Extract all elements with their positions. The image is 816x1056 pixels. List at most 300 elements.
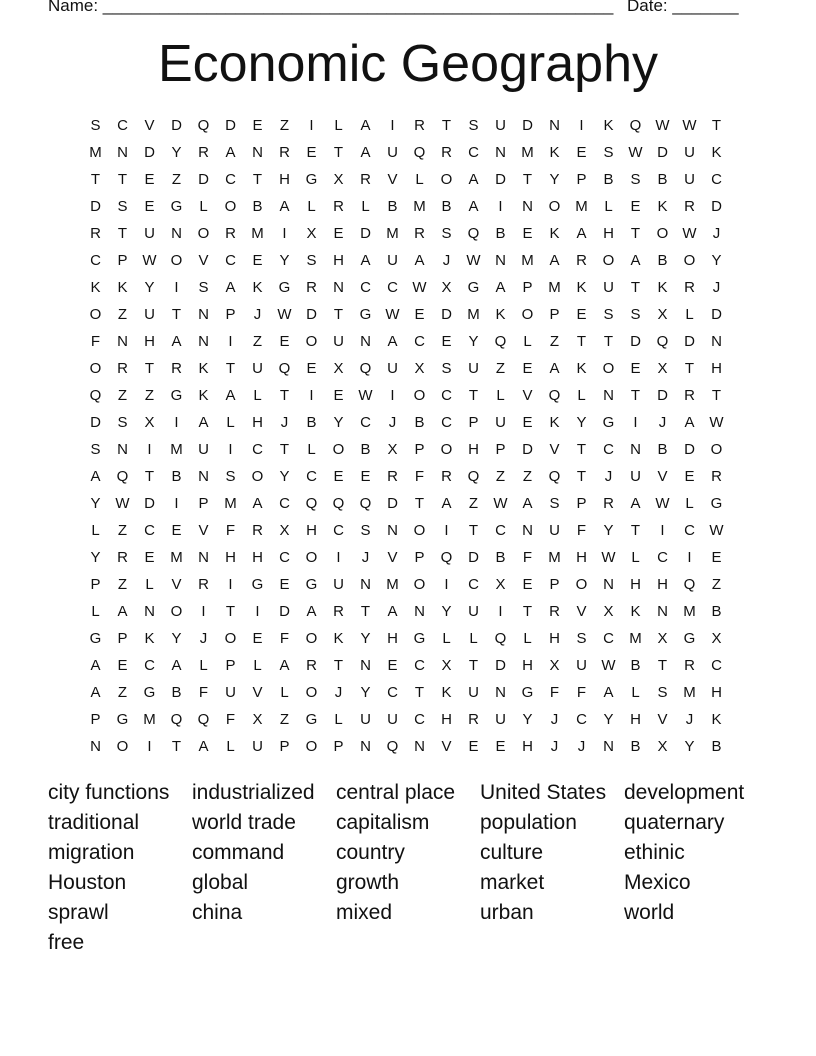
grid-letter[interactable]: G (305, 171, 318, 188)
grid-letter[interactable]: L (226, 414, 235, 431)
grid-letter[interactable]: C (468, 576, 479, 593)
grid-letter[interactable]: D (198, 171, 209, 188)
grid-letter[interactable]: L (307, 441, 316, 458)
grid-letter[interactable]: R (576, 252, 587, 269)
grid-letter[interactable]: C (117, 117, 128, 134)
grid-letter[interactable]: P (279, 738, 290, 755)
grid-letter[interactable]: V (657, 468, 668, 485)
grid-letter[interactable]: S (576, 630, 587, 647)
grid-letter[interactable]: M (629, 630, 642, 647)
grid-letter[interactable]: A (522, 495, 533, 512)
grid-letter[interactable]: I (390, 387, 395, 404)
grid-letter[interactable]: F (90, 333, 101, 350)
grid-letter[interactable]: T (252, 171, 263, 188)
grid-letter[interactable]: B (360, 441, 371, 458)
grid-letter[interactable]: L (523, 333, 532, 350)
grid-letter[interactable]: Y (441, 603, 452, 620)
grid-letter[interactable]: B (657, 171, 668, 188)
grid-letter[interactable]: N (171, 225, 182, 242)
grid-letter[interactable]: L (361, 198, 370, 215)
grid-letter[interactable]: D (441, 306, 452, 323)
grid-letter[interactable]: I (282, 225, 287, 242)
grid-letter[interactable]: T (360, 603, 371, 620)
grid-letter[interactable]: W (115, 495, 130, 512)
grid-letter[interactable]: X (495, 576, 506, 593)
grid-letter[interactable]: H (576, 549, 587, 566)
grid-letter[interactable]: M (683, 603, 696, 620)
grid-letter[interactable]: B (657, 252, 668, 269)
grid-letter[interactable]: L (145, 576, 154, 593)
grid-letter[interactable]: D (522, 117, 533, 134)
grid-letter[interactable]: D (657, 387, 668, 404)
grid-letter[interactable]: A (441, 495, 452, 512)
grid-letter[interactable]: E (414, 306, 425, 323)
grid-letter[interactable]: I (174, 414, 179, 431)
grid-letter[interactable]: H (630, 576, 641, 593)
grid-letter[interactable]: P (90, 711, 101, 728)
grid-letter[interactable]: C (441, 414, 452, 431)
grid-letter[interactable]: R (198, 576, 209, 593)
grid-letter[interactable]: U (549, 522, 560, 539)
grid-letter[interactable]: Z (117, 522, 128, 539)
grid-letter[interactable]: G (305, 711, 318, 728)
grid-letter[interactable]: L (685, 306, 694, 323)
grid-letter[interactable]: Z (144, 387, 155, 404)
grid-letter[interactable]: N (144, 603, 155, 620)
grid-letter[interactable]: W (709, 522, 724, 539)
grid-letter[interactable]: Q (494, 333, 507, 350)
grid-letter[interactable]: A (90, 657, 101, 674)
grid-letter[interactable]: X (252, 711, 263, 728)
grid-letter[interactable]: U (144, 225, 155, 242)
grid-letter[interactable]: C (684, 522, 695, 539)
grid-letter[interactable]: X (441, 657, 452, 674)
grid-letter[interactable]: C (225, 171, 236, 188)
grid-letter[interactable]: V (144, 117, 155, 134)
grid-letter[interactable]: G (710, 495, 723, 512)
grid-letter[interactable]: E (522, 414, 533, 431)
grid-letter[interactable]: I (336, 549, 341, 566)
grid-letter[interactable]: L (334, 711, 343, 728)
grid-letter[interactable]: U (387, 360, 398, 377)
grid-letter[interactable]: N (495, 684, 506, 701)
grid-letter[interactable]: V (657, 711, 668, 728)
grid-letter[interactable]: E (387, 657, 398, 674)
grid-letter[interactable]: J (361, 549, 370, 566)
grid-letter[interactable]: O (440, 441, 453, 458)
grid-letter[interactable]: N (198, 333, 209, 350)
grid-letter[interactable]: F (225, 711, 236, 728)
grid-letter[interactable]: W (628, 144, 643, 161)
grid-letter[interactable]: N (522, 198, 533, 215)
grid-letter[interactable]: L (631, 549, 640, 566)
grid-letter[interactable]: D (90, 198, 101, 215)
grid-letter[interactable]: L (280, 684, 289, 701)
grid-letter[interactable]: C (414, 657, 425, 674)
grid-letter[interactable]: D (387, 495, 398, 512)
grid-letter[interactable]: X (441, 279, 452, 296)
grid-letter[interactable]: V (387, 549, 398, 566)
grid-letter[interactable]: W (493, 495, 508, 512)
grid-letter[interactable]: S (630, 306, 641, 323)
grid-letter[interactable]: O (332, 441, 345, 458)
grid-letter[interactable]: O (440, 171, 453, 188)
grid-letter[interactable]: S (90, 117, 101, 134)
grid-letter[interactable]: K (198, 360, 209, 377)
grid-letter[interactable]: O (548, 198, 561, 215)
grid-letter[interactable]: N (360, 576, 371, 593)
grid-letter[interactable]: M (575, 198, 588, 215)
grid-letter[interactable]: C (90, 252, 101, 269)
grid-letter[interactable]: X (603, 603, 614, 620)
grid-letter[interactable]: T (711, 387, 722, 404)
grid-letter[interactable]: A (279, 657, 290, 674)
grid-letter[interactable]: P (576, 495, 587, 512)
grid-letter[interactable]: K (252, 279, 263, 296)
grid-letter[interactable]: U (225, 684, 236, 701)
grid-letter[interactable]: O (305, 738, 318, 755)
grid-letter[interactable]: J (658, 414, 667, 431)
grid-letter[interactable]: I (228, 576, 233, 593)
grid-letter[interactable]: S (360, 522, 371, 539)
grid-letter[interactable]: U (603, 279, 614, 296)
grid-letter[interactable]: A (630, 495, 641, 512)
grid-letter[interactable]: Z (117, 387, 128, 404)
grid-letter[interactable]: T (279, 441, 290, 458)
grid-letter[interactable]: L (199, 198, 208, 215)
grid-letter[interactable]: X (144, 414, 155, 431)
grid-letter[interactable]: X (414, 360, 425, 377)
grid-letter[interactable]: F (225, 522, 236, 539)
grid-letter[interactable]: Y (279, 252, 290, 269)
grid-letter[interactable]: K (441, 684, 452, 701)
grid-letter[interactable]: U (387, 711, 398, 728)
grid-letter[interactable]: C (387, 279, 398, 296)
grid-letter[interactable]: O (305, 684, 318, 701)
grid-letter[interactable]: C (144, 522, 155, 539)
grid-letter[interactable]: L (91, 522, 100, 539)
grid-letter[interactable]: R (225, 225, 236, 242)
grid-letter[interactable]: Z (252, 333, 263, 350)
grid-letter[interactable]: T (441, 117, 452, 134)
grid-letter[interactable]: T (144, 468, 155, 485)
grid-letter[interactable]: M (89, 144, 102, 161)
grid-letter[interactable]: U (360, 711, 371, 728)
grid-letter[interactable]: V (252, 684, 263, 701)
grid-letter[interactable]: Z (711, 576, 722, 593)
grid-letter[interactable]: S (198, 279, 209, 296)
grid-letter[interactable]: N (387, 522, 398, 539)
grid-letter[interactable]: E (495, 738, 506, 755)
grid-letter[interactable]: W (358, 387, 373, 404)
grid-letter[interactable]: L (577, 387, 586, 404)
grid-letter[interactable]: Z (495, 468, 506, 485)
grid-letter[interactable]: O (89, 360, 102, 377)
grid-letter[interactable]: P (90, 576, 101, 593)
grid-letter[interactable]: Q (359, 495, 372, 512)
grid-letter[interactable]: L (496, 387, 505, 404)
grid-letter[interactable]: D (657, 144, 668, 161)
grid-letter[interactable]: V (171, 576, 182, 593)
grid-letter[interactable]: C (603, 630, 614, 647)
grid-letter[interactable]: J (442, 252, 451, 269)
grid-letter[interactable]: X (279, 522, 290, 539)
grid-letter[interactable]: Y (603, 711, 614, 728)
grid-letter[interactable]: Y (360, 630, 371, 647)
grid-letter[interactable]: M (467, 306, 480, 323)
grid-letter[interactable]: G (467, 279, 480, 296)
grid-letter[interactable]: R (441, 144, 452, 161)
grid-letter[interactable]: I (498, 198, 503, 215)
grid-letter[interactable]: N (414, 738, 425, 755)
grid-letter[interactable]: O (170, 603, 183, 620)
grid-letter[interactable]: B (495, 225, 506, 242)
grid-letter[interactable]: B (306, 414, 317, 431)
grid-letter[interactable]: J (550, 711, 559, 728)
grid-letter[interactable]: J (199, 630, 208, 647)
grid-letter[interactable]: Q (683, 576, 696, 593)
grid-letter[interactable]: Q (197, 711, 210, 728)
grid-letter[interactable]: C (576, 711, 587, 728)
grid-letter[interactable]: R (171, 360, 182, 377)
grid-letter[interactable]: H (657, 576, 668, 593)
grid-letter[interactable]: N (198, 468, 209, 485)
grid-letter[interactable]: T (225, 360, 236, 377)
grid-letter[interactable]: K (90, 279, 101, 296)
grid-letter[interactable]: P (117, 630, 128, 647)
grid-letter[interactable]: I (390, 117, 395, 134)
grid-letter[interactable]: E (333, 468, 344, 485)
grid-letter[interactable]: M (251, 225, 264, 242)
grid-letter[interactable]: U (684, 171, 695, 188)
grid-letter[interactable]: T (414, 684, 425, 701)
grid-letter[interactable]: O (197, 225, 210, 242)
grid-letter[interactable]: O (224, 198, 237, 215)
grid-letter[interactable]: K (657, 279, 668, 296)
grid-letter[interactable]: A (468, 198, 479, 215)
grid-letter[interactable]: V (522, 387, 533, 404)
grid-letter[interactable]: P (225, 657, 236, 674)
grid-letter[interactable]: R (414, 225, 425, 242)
grid-letter[interactable]: W (142, 252, 157, 269)
grid-letter[interactable]: P (522, 279, 533, 296)
grid-letter[interactable]: N (522, 522, 533, 539)
grid-letter[interactable]: K (549, 414, 560, 431)
grid-letter[interactable]: Q (467, 225, 480, 242)
grid-letter[interactable]: V (441, 738, 452, 755)
grid-letter[interactable]: A (387, 333, 398, 350)
grid-letter[interactable]: A (90, 684, 101, 701)
grid-letter[interactable]: Y (603, 522, 614, 539)
grid-letter[interactable]: K (495, 306, 506, 323)
grid-letter[interactable]: U (387, 252, 398, 269)
grid-letter[interactable]: Z (117, 576, 128, 593)
grid-letter[interactable]: R (117, 549, 128, 566)
grid-letter[interactable]: J (577, 738, 586, 755)
grid-letter[interactable]: Q (386, 738, 399, 755)
grid-letter[interactable]: L (334, 117, 343, 134)
grid-letter[interactable]: L (469, 630, 478, 647)
grid-letter[interactable]: Q (305, 495, 318, 512)
grid-letter[interactable]: P (117, 252, 128, 269)
grid-letter[interactable]: Q (413, 144, 426, 161)
grid-letter[interactable]: G (359, 306, 372, 323)
grid-letter[interactable]: E (684, 468, 695, 485)
grid-letter[interactable]: T (630, 387, 641, 404)
grid-letter[interactable]: N (657, 603, 668, 620)
grid-letter[interactable]: R (684, 387, 695, 404)
grid-letter[interactable]: B (171, 468, 182, 485)
grid-letter[interactable]: L (199, 657, 208, 674)
grid-letter[interactable]: H (711, 684, 722, 701)
grid-letter[interactable]: K (657, 198, 668, 215)
grid-letter[interactable]: P (414, 549, 425, 566)
grid-letter[interactable]: E (279, 576, 290, 593)
grid-letter[interactable]: E (306, 144, 317, 161)
grid-letter[interactable]: J (388, 414, 397, 431)
grid-letter[interactable]: Z (171, 171, 182, 188)
grid-letter[interactable]: H (225, 549, 236, 566)
grid-letter[interactable]: T (522, 603, 533, 620)
grid-letter[interactable]: R (711, 468, 722, 485)
grid-letter[interactable]: I (228, 441, 233, 458)
grid-letter[interactable]: N (90, 738, 101, 755)
grid-letter[interactable]: K (711, 144, 722, 161)
grid-letter[interactable]: K (576, 279, 587, 296)
grid-letter[interactable]: O (251, 468, 264, 485)
grid-letter[interactable]: I (255, 603, 260, 620)
grid-letter[interactable]: W (601, 549, 616, 566)
grid-letter[interactable]: Y (360, 684, 371, 701)
grid-letter[interactable]: W (412, 279, 427, 296)
grid-letter[interactable]: R (198, 144, 209, 161)
grid-letter[interactable]: J (550, 738, 559, 755)
grid-letter[interactable]: R (414, 117, 425, 134)
grid-letter[interactable]: T (657, 657, 668, 674)
grid-letter[interactable]: T (576, 333, 587, 350)
grid-letter[interactable]: A (252, 495, 263, 512)
grid-letter[interactable]: Q (278, 360, 291, 377)
grid-letter[interactable]: E (171, 522, 182, 539)
grid-letter[interactable]: F (576, 522, 587, 539)
grid-letter[interactable]: Y (171, 144, 182, 161)
grid-letter[interactable]: E (252, 252, 263, 269)
grid-letter[interactable]: E (711, 549, 722, 566)
grid-letter[interactable]: H (522, 738, 533, 755)
grid-letter[interactable]: T (171, 738, 182, 755)
grid-letter[interactable]: T (684, 360, 695, 377)
grid-letter[interactable]: K (549, 144, 560, 161)
grid-letter[interactable]: I (174, 279, 179, 296)
grid-letter[interactable]: E (252, 117, 263, 134)
grid-letter[interactable]: G (683, 630, 696, 647)
grid-letter[interactable]: F (522, 549, 533, 566)
grid-letter[interactable]: D (225, 117, 236, 134)
grid-letter[interactable]: J (334, 684, 343, 701)
grid-letter[interactable]: C (387, 684, 398, 701)
grid-letter[interactable]: O (170, 252, 183, 269)
grid-letter[interactable]: T (603, 333, 614, 350)
grid-letter[interactable]: T (333, 144, 344, 161)
grid-letter[interactable]: G (251, 576, 264, 593)
grid-letter[interactable]: M (170, 549, 183, 566)
grid-letter[interactable]: V (387, 171, 398, 188)
grid-letter[interactable]: E (306, 360, 317, 377)
grid-letter[interactable]: N (603, 738, 614, 755)
grid-letter[interactable]: A (468, 171, 479, 188)
grid-letter[interactable]: F (414, 468, 425, 485)
grid-letter[interactable]: A (576, 225, 587, 242)
grid-letter[interactable]: X (333, 171, 344, 188)
grid-letter[interactable]: M (413, 198, 426, 215)
grid-letter[interactable]: E (630, 198, 641, 215)
grid-letter[interactable]: L (253, 387, 262, 404)
grid-letter[interactable]: L (253, 657, 262, 674)
grid-letter[interactable]: D (144, 144, 155, 161)
grid-letter[interactable]: C (306, 468, 317, 485)
grid-letter[interactable]: N (198, 549, 209, 566)
grid-letter[interactable]: A (117, 603, 128, 620)
grid-letter[interactable]: S (603, 144, 614, 161)
date-field[interactable]: Date: _______ (627, 0, 739, 15)
grid-letter[interactable]: U (495, 711, 506, 728)
grid-letter[interactable]: A (549, 360, 560, 377)
grid-letter[interactable]: J (604, 468, 613, 485)
grid-letter[interactable]: R (333, 198, 344, 215)
grid-letter[interactable]: S (117, 414, 128, 431)
grid-letter[interactable]: V (198, 522, 209, 539)
grid-letter[interactable]: O (116, 738, 129, 755)
grid-letter[interactable]: P (468, 414, 479, 431)
grid-letter[interactable]: R (252, 522, 263, 539)
grid-letter[interactable]: Q (197, 117, 210, 134)
grid-letter[interactable]: W (466, 252, 481, 269)
grid-letter[interactable]: A (360, 252, 371, 269)
grid-letter[interactable]: G (116, 711, 129, 728)
grid-letter[interactable]: U (333, 333, 344, 350)
grid-letter[interactable]: K (549, 225, 560, 242)
grid-letter[interactable]: N (414, 603, 425, 620)
grid-letter[interactable]: D (360, 225, 371, 242)
grid-letter[interactable]: G (602, 414, 615, 431)
grid-letter[interactable]: X (387, 441, 398, 458)
grid-letter[interactable]: W (709, 414, 724, 431)
grid-letter[interactable]: B (711, 603, 722, 620)
grid-letter[interactable]: T (90, 171, 101, 188)
grid-letter[interactable]: A (603, 684, 614, 701)
grid-letter[interactable]: M (683, 684, 696, 701)
grid-letter[interactable]: Q (548, 387, 561, 404)
grid-letter[interactable]: W (655, 117, 670, 134)
grid-letter[interactable]: S (603, 306, 614, 323)
grid-letter[interactable]: K (630, 603, 641, 620)
grid-letter[interactable]: D (630, 333, 641, 350)
grid-letter[interactable]: M (386, 225, 399, 242)
grid-letter[interactable]: Z (279, 711, 290, 728)
name-field[interactable]: Name: ______________________________________________________ (48, 0, 614, 15)
grid-letter[interactable]: X (333, 360, 344, 377)
grid-letter[interactable]: G (143, 684, 156, 701)
grid-letter[interactable]: I (147, 441, 152, 458)
grid-letter[interactable]: Z (495, 360, 506, 377)
grid-letter[interactable]: Y (576, 414, 587, 431)
grid-letter[interactable]: B (171, 684, 182, 701)
grid-letter[interactable]: U (198, 441, 209, 458)
grid-letter[interactable]: Y (468, 333, 479, 350)
grid-letter[interactable]: T (333, 306, 344, 323)
grid-letter[interactable]: U (630, 468, 641, 485)
grid-letter[interactable]: U (468, 603, 479, 620)
